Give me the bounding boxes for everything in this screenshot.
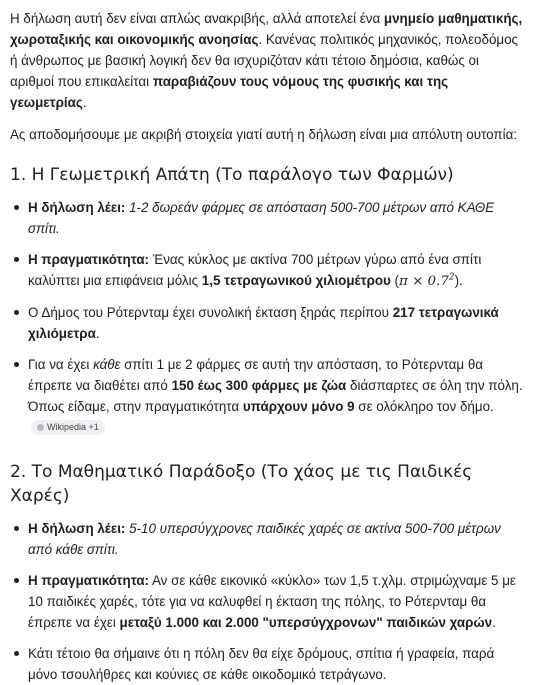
reality-text: Ένας κύκλος με ακτίνα 700 μέτρων γύρω από ένα σπίτι καλύπτει μια επιφάνεια μόλις	[28, 252, 482, 288]
reality-emphasis: μεταξύ 1.000 και 2.000 "υπερσύγχρονων" παιδικών χαρών	[119, 615, 493, 630]
list-item	[10, 249, 523, 292]
math-formula	[399, 274, 455, 289]
claim-text: 5-10 υπερσύγχρονες παιδικές χαρές σε ακτίνα 500-700 μέτρων από κάθε σπίτι.	[28, 521, 501, 557]
claim-label: Η δήλωση λέει:	[28, 200, 126, 215]
need-text: σε ολόκληρο τον δήμο.	[354, 399, 494, 414]
reality-label: Η πραγματικότητα:	[28, 573, 150, 588]
section-1-heading: 1. Η Γεωμετρική Απάτη (Το παράλογο των Φαρμών)	[10, 165, 454, 185]
math-base: π × 0.7	[399, 274, 449, 289]
implication-text: Κάτι τέτοιο θα σήμαινε ότι η πόλη δεν θα είχε δρόμους, σπίτια ή γραφεία, παρά μόνο τσουλήθρες και κούνιες σε κάθε οικοδομικό τετράγωνο.	[28, 646, 495, 682]
intro-emphasis: μνημείο μαθηματικής, χωροταξικής και οικονομικής ανοησίας	[10, 11, 523, 47]
list-item	[10, 197, 523, 239]
section-2-list	[10, 518, 523, 685]
reality-label: Η πραγματικότητα:	[28, 252, 150, 267]
need-text: Για να έχει	[28, 357, 94, 372]
reality-text: (	[390, 273, 400, 288]
intro-text: . Κανένας πολιτικός μηχανικός, πολεοδόμος ή άνθρωπος με βασική λογική δεν θα ισχυριζόταν κάτι τέτοιο δημόσια, καθώς οι αριθμοί που επικαλείται	[10, 32, 519, 89]
claim-text: 1-2 δωρεάν φάρμες σε απόσταση 500-700 μέτρων από ΚΑΘΕ σπίτι.	[28, 200, 495, 236]
source-chip[interactable]	[31, 420, 105, 435]
list-item	[10, 518, 523, 560]
section-2-heading: 2. Το Μαθηματικό Παράδοξο (Το χάος με τις Παιδικές Χαρές)	[10, 462, 473, 506]
math-exponent: 2	[448, 272, 455, 283]
need-emphasis: 150 έως 300 φάρμες με ζώα	[171, 378, 347, 393]
intro-emphasis: παραβιάζουν τους νόμους της φυσικής και της γεωμετρίας	[10, 74, 449, 110]
intro-text: .	[82, 95, 87, 110]
need-emphasis: υπάρχουν μόνο 9	[242, 399, 355, 414]
intro-paragraph-1	[10, 8, 523, 113]
list-item	[10, 302, 523, 344]
list-item	[10, 354, 523, 438]
list-item	[10, 570, 523, 633]
need-text: σπίτι 1 με 2 φάρμες σε αυτή την απόσταση, το Ρότερνταμ θα έπρεπε να διαθέτει από	[28, 357, 484, 393]
section-1-list	[10, 197, 523, 438]
area-text: Ο Δήμος του Ρότερνταμ έχει συνολική έκταση ξηράς περίπου	[28, 305, 393, 320]
area-text: .	[95, 326, 100, 341]
reality-text: .	[492, 615, 496, 630]
need-italic: κάθε	[93, 357, 121, 372]
reality-text: Αν σε κάθε εικονικό «κύκλο» των 1,5 τ.χλμ. στριμώχναμε 5 με 10 παιδικές χαρές, τότε για να καλυφθεί η έκταση της πόλης, το Ρότερνταμ θα έπρεπε να έχει	[28, 573, 516, 630]
need-text: διάσπαρτες σε όλη την πόλη. Όπως είδαμε, στην πραγματικότητα	[28, 378, 523, 414]
reality-text: ).	[454, 273, 463, 288]
claim-label: Η δήλωση λέει:	[28, 521, 126, 536]
intro-text: Η δήλωση αυτή δεν είναι απλώς ανακριβής, αλλά αποτελεί ένα	[10, 11, 384, 26]
reality-emphasis: 1,5 τετραγωνικού χιλιομέτρου	[201, 273, 391, 288]
wikipedia-icon	[37, 424, 44, 431]
list-item	[10, 643, 523, 685]
intro-paragraph-2: Ας αποδομήσουμε με ακριβή στοιχεία γιατί αυτή η δήλωση είναι μια απόλυτη ουτοπία:	[10, 127, 518, 142]
source-chip-label: Wikipedia +1	[47, 422, 99, 432]
area-emphasis: 217 τετραγωνικά χιλιόμετρα	[28, 305, 499, 341]
